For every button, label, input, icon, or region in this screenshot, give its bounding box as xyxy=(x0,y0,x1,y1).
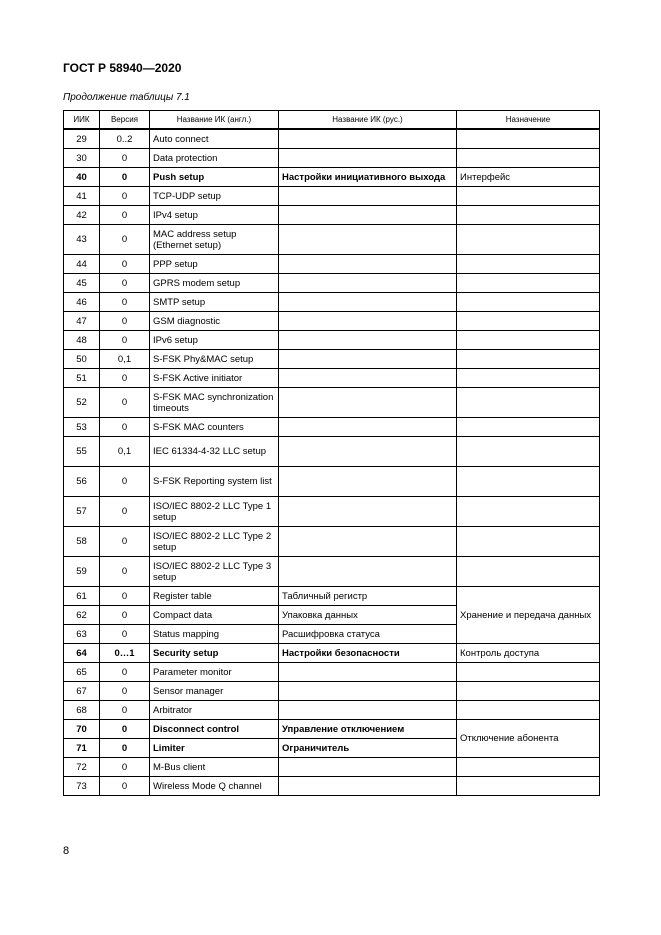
cell-purpose xyxy=(457,701,600,720)
cell-name-ru xyxy=(279,274,457,293)
cell-version: 0 xyxy=(100,777,150,796)
cell-iik: 72 xyxy=(64,758,100,777)
cell-purpose: Хранение и передача данных xyxy=(457,587,600,644)
cell-iik: 62 xyxy=(64,606,100,625)
cell-iik: 47 xyxy=(64,312,100,331)
cell-name-en: GPRS modem setup xyxy=(150,274,279,293)
table-row xyxy=(64,701,600,720)
table-row xyxy=(64,369,600,388)
cell-version: 0 xyxy=(100,255,150,274)
cell-name-en: Parameter monitor xyxy=(150,663,279,682)
cell-purpose xyxy=(457,274,600,293)
table-row xyxy=(64,497,600,527)
cell-name-en: IPv4 setup xyxy=(150,206,279,225)
cell-name-en: TCP-UDP setup xyxy=(150,187,279,206)
cell-name-ru xyxy=(279,312,457,331)
cell-name-ru xyxy=(279,129,457,149)
cell-purpose xyxy=(457,331,600,350)
cell-name-ru xyxy=(279,527,457,557)
table-row xyxy=(64,129,600,149)
cell-purpose xyxy=(457,149,600,168)
table-row xyxy=(64,149,600,168)
cell-version: 0 xyxy=(100,625,150,644)
cell-name-en: S-FSK Reporting system list xyxy=(150,467,279,497)
cell-name-ru xyxy=(279,369,457,388)
cell-name-ru xyxy=(279,437,457,467)
cell-name-ru: Настройки безопасности xyxy=(279,644,457,663)
cell-version: 0..2 xyxy=(100,129,150,149)
table-row xyxy=(64,312,600,331)
cell-version: 0 xyxy=(100,206,150,225)
cell-name-en: PPP setup xyxy=(150,255,279,274)
cell-iik: 53 xyxy=(64,418,100,437)
cell-iik: 50 xyxy=(64,350,100,369)
table-row xyxy=(64,206,600,225)
cell-purpose xyxy=(457,129,600,149)
cell-purpose xyxy=(457,497,600,527)
cell-purpose xyxy=(457,350,600,369)
cell-purpose xyxy=(457,527,600,557)
table-row xyxy=(64,644,600,663)
cell-name-en: Status mapping xyxy=(150,625,279,644)
cell-version: 0…1 xyxy=(100,644,150,663)
cell-version: 0 xyxy=(100,369,150,388)
cell-purpose xyxy=(457,682,600,701)
cell-name-en: Limiter xyxy=(150,739,279,758)
cell-version: 0 xyxy=(100,418,150,437)
cell-name-ru xyxy=(279,682,457,701)
cell-version: 0 xyxy=(100,168,150,187)
table-row xyxy=(64,587,600,606)
cell-name-ru xyxy=(279,206,457,225)
document-title: ГОСТ Р 58940—2020 xyxy=(63,61,182,75)
cell-version: 0 xyxy=(100,557,150,587)
interface-class-table xyxy=(63,110,600,796)
cell-name-ru xyxy=(279,777,457,796)
cell-name-en: Push setup xyxy=(150,168,279,187)
cell-version: 0 xyxy=(100,701,150,720)
cell-version: 0 xyxy=(100,187,150,206)
cell-name-en: Data protection xyxy=(150,149,279,168)
table-row xyxy=(64,557,600,587)
cell-purpose xyxy=(457,293,600,312)
table-row xyxy=(64,293,600,312)
cell-version: 0 xyxy=(100,682,150,701)
cell-iik: 59 xyxy=(64,557,100,587)
cell-version: 0 xyxy=(100,527,150,557)
page-number: 8 xyxy=(63,845,70,857)
cell-purpose xyxy=(457,388,600,418)
cell-version: 0 xyxy=(100,758,150,777)
cell-purpose xyxy=(457,312,600,331)
cell-name-en: ISO/IEC 8802-2 LLC Type 1 setup xyxy=(150,497,279,527)
cell-name-en: ISO/IEC 8802-2 LLC Type 3 setup xyxy=(150,557,279,587)
cell-name-ru: Табличный регистр xyxy=(279,587,457,606)
cell-purpose: Контроль доступа xyxy=(457,644,600,663)
cell-name-ru xyxy=(279,149,457,168)
cell-iik: 51 xyxy=(64,369,100,388)
cell-name-en: S-FSK Phy&MAC setup xyxy=(150,350,279,369)
table-row xyxy=(64,777,600,796)
table-row xyxy=(64,418,600,437)
table-row xyxy=(64,437,600,467)
cell-name-ru xyxy=(279,255,457,274)
cell-version: 0 xyxy=(100,225,150,255)
table-row xyxy=(64,758,600,777)
cell-name-ru xyxy=(279,331,457,350)
cell-purpose xyxy=(457,225,600,255)
table-row xyxy=(64,388,600,418)
cell-name-en: Wireless Mode Q channel xyxy=(150,777,279,796)
cell-version: 0 xyxy=(100,606,150,625)
cell-name-en: Register table xyxy=(150,587,279,606)
table-row xyxy=(64,168,600,187)
cell-name-en: Security setup xyxy=(150,644,279,663)
table-header-row xyxy=(64,111,600,130)
cell-name-ru: Настройки инициативного выхода xyxy=(279,168,457,187)
table-row xyxy=(64,331,600,350)
cell-name-en: Auto connect xyxy=(150,129,279,149)
table-row xyxy=(64,467,600,497)
cell-purpose xyxy=(457,255,600,274)
cell-name-ru xyxy=(279,758,457,777)
cell-name-ru: Упаковка данных xyxy=(279,606,457,625)
table-row xyxy=(64,187,600,206)
cell-name-en: S-FSK MAC counters xyxy=(150,418,279,437)
column-header-purpose: Назначение xyxy=(457,111,600,130)
cell-name-ru xyxy=(279,497,457,527)
cell-purpose xyxy=(457,369,600,388)
cell-purpose xyxy=(457,206,600,225)
cell-purpose xyxy=(457,467,600,497)
cell-iik: 43 xyxy=(64,225,100,255)
cell-name-ru xyxy=(279,663,457,682)
cell-iik: 42 xyxy=(64,206,100,225)
cell-name-en: Compact data xyxy=(150,606,279,625)
cell-name-en: S-FSK MAC synchronization timeouts xyxy=(150,388,279,418)
cell-iik: 73 xyxy=(64,777,100,796)
cell-iik: 48 xyxy=(64,331,100,350)
cell-purpose xyxy=(457,758,600,777)
column-header-name-ru: Название ИК (рус.) xyxy=(279,111,457,130)
cell-name-ru xyxy=(279,467,457,497)
cell-version: 0 xyxy=(100,663,150,682)
column-header-version: Версия xyxy=(100,111,150,130)
cell-purpose xyxy=(457,418,600,437)
cell-name-ru xyxy=(279,418,457,437)
cell-purpose xyxy=(457,437,600,467)
cell-name-en: IPv6 setup xyxy=(150,331,279,350)
cell-name-ru xyxy=(279,388,457,418)
cell-version: 0 xyxy=(100,388,150,418)
cell-name-en: M-Bus client xyxy=(150,758,279,777)
cell-name-ru xyxy=(279,701,457,720)
cell-iik: 56 xyxy=(64,467,100,497)
column-header-iik: ИИК xyxy=(64,111,100,130)
cell-purpose xyxy=(457,777,600,796)
cell-version: 0 xyxy=(100,312,150,331)
cell-version: 0 xyxy=(100,720,150,739)
cell-purpose: Интерфейс xyxy=(457,168,600,187)
table-row xyxy=(64,527,600,557)
cell-name-ru: Ограничитель xyxy=(279,739,457,758)
cell-iik: 71 xyxy=(64,739,100,758)
cell-version: 0 xyxy=(100,274,150,293)
cell-name-en: S-FSK Active initiator xyxy=(150,369,279,388)
cell-name-en: Disconnect control xyxy=(150,720,279,739)
cell-iik: 40 xyxy=(64,168,100,187)
cell-name-ru xyxy=(279,293,457,312)
cell-name-en: Sensor manager xyxy=(150,682,279,701)
cell-iik: 46 xyxy=(64,293,100,312)
cell-version: 0 xyxy=(100,331,150,350)
cell-name-en: MAC address setup (Ethernet setup) xyxy=(150,225,279,255)
cell-purpose xyxy=(457,557,600,587)
cell-iik: 67 xyxy=(64,682,100,701)
cell-name-ru: Управление отключением xyxy=(279,720,457,739)
cell-iik: 52 xyxy=(64,388,100,418)
cell-iik: 57 xyxy=(64,497,100,527)
cell-version: 0 xyxy=(100,149,150,168)
table-row xyxy=(64,720,600,739)
table-row xyxy=(64,682,600,701)
table-row xyxy=(64,663,600,682)
cell-version: 0 xyxy=(100,467,150,497)
cell-version: 0 xyxy=(100,497,150,527)
table-row xyxy=(64,255,600,274)
cell-iik: 44 xyxy=(64,255,100,274)
cell-name-ru xyxy=(279,557,457,587)
cell-name-ru xyxy=(279,225,457,255)
cell-iik: 65 xyxy=(64,663,100,682)
cell-iik: 63 xyxy=(64,625,100,644)
cell-name-en: GSM diagnostic xyxy=(150,312,279,331)
cell-iik: 70 xyxy=(64,720,100,739)
cell-iik: 29 xyxy=(64,129,100,149)
cell-name-en: SMTP setup xyxy=(150,293,279,312)
cell-name-en: ISO/IEC 8802-2 LLC Type 2 setup xyxy=(150,527,279,557)
column-header-name-en: Название ИК (англ.) xyxy=(150,111,279,130)
cell-name-ru: Расшифровка статуса xyxy=(279,625,457,644)
cell-version: 0,1 xyxy=(100,350,150,369)
cell-name-en: IEC 61334-4-32 LLC setup xyxy=(150,437,279,467)
cell-iik: 68 xyxy=(64,701,100,720)
table-row xyxy=(64,274,600,293)
cell-iik: 58 xyxy=(64,527,100,557)
cell-purpose: Отключение абонента xyxy=(457,720,600,758)
cell-version: 0 xyxy=(100,293,150,312)
cell-name-ru xyxy=(279,187,457,206)
cell-iik: 45 xyxy=(64,274,100,293)
cell-version: 0 xyxy=(100,587,150,606)
cell-iik: 64 xyxy=(64,644,100,663)
cell-purpose xyxy=(457,663,600,682)
cell-version: 0,1 xyxy=(100,437,150,467)
cell-name-ru xyxy=(279,350,457,369)
cell-iik: 41 xyxy=(64,187,100,206)
cell-iik: 61 xyxy=(64,587,100,606)
cell-name-en: Arbitrator xyxy=(150,701,279,720)
cell-iik: 55 xyxy=(64,437,100,467)
table-row xyxy=(64,225,600,255)
cell-version: 0 xyxy=(100,739,150,758)
cell-iik: 30 xyxy=(64,149,100,168)
cell-purpose xyxy=(457,187,600,206)
table-caption: Продолжение таблицы 7.1 xyxy=(63,92,190,103)
table-row xyxy=(64,350,600,369)
